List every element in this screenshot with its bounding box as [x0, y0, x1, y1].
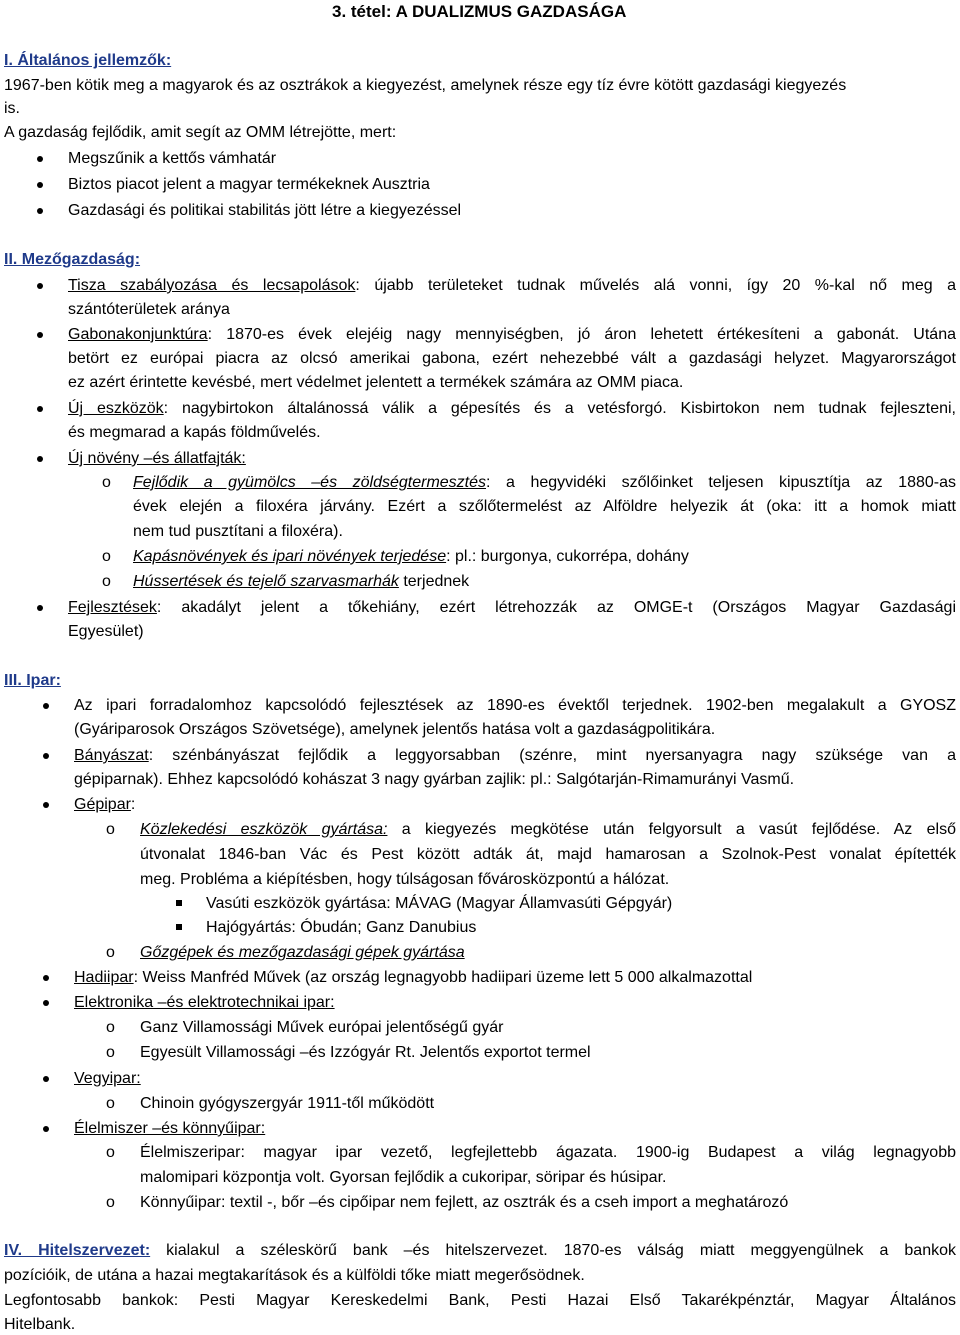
term: Gabonakonjunktúra: [68, 326, 208, 343]
list-item-cont: és megmarad a kapás földművelés.: [68, 424, 321, 441]
list-item-cont: (Gyáriparosok Országos Szövetsége), amelynek jelentős hatása volt a gazdaságpolitikára.: [74, 721, 716, 738]
list-item-cont: Egyesület): [68, 623, 144, 640]
sub-list-item: [133, 547, 689, 567]
text: : Weiss Manfréd Művek (az ország legnagyobb hadiipari üzeme lett 5 000 alkalmazottal: [133, 969, 753, 986]
list-item: [68, 598, 956, 618]
section-4-line: pozícióik, de utána a hazai megtakarítások és a külföldi tőke miatt megerősödnek.: [4, 1267, 585, 1284]
sub-list-item: Könnyűipar: textil -, bőr –és cipőipar nem fejlett, az osztrák és a cseh import a meghatározó: [140, 1194, 789, 1211]
circle-bullet-icon: o: [106, 1019, 115, 1036]
list-item: [74, 968, 752, 988]
section-4-heading: IV. Hitelszervezet:: [4, 1242, 151, 1259]
sub-list-item: [133, 473, 956, 493]
text: : újabb területeket tudnak művelés alá vonni, így 20 %-kal nő meg a: [355, 277, 957, 294]
page-title: 3. tétel: A DUALIZMUS GAZDASÁGA: [332, 2, 627, 21]
list-item: [74, 795, 135, 815]
bullet-icon: [37, 208, 43, 214]
list-item: Új növény –és állatfajták:: [68, 450, 246, 467]
circle-bullet-icon: o: [106, 944, 115, 961]
term: Fejlesztések: [68, 599, 157, 616]
circle-bullet-icon: o: [106, 821, 115, 838]
section-2-heading: II. Mezőgazdaság:: [4, 251, 141, 268]
circle-bullet-icon: o: [106, 1144, 115, 1161]
term: Bányászat: [74, 747, 149, 764]
circle-bullet-icon: o: [102, 548, 111, 565]
text: : a hegyvidéki szőlőinket teljesen kipusztítja az 1880-as: [486, 474, 956, 491]
list-item-cont: ez azért érintette kevésbé, mert védelmet jelentett a termékek számára az OMM piaca.: [68, 374, 684, 391]
sub-list-item-cont: meg. Probléma a kiépítésben, hogy túlságosan fővárosközpontú a hálózat.: [140, 871, 670, 888]
bullet-icon: [43, 1126, 49, 1132]
text: terjednek: [398, 573, 470, 590]
square-bullet-icon: [176, 924, 182, 930]
bullet-icon: [37, 332, 43, 338]
list-item: [68, 399, 956, 419]
text: : nagybirtokon általánossá válik a gépesítés és a vetésforgó. Kisbirtokon nem tudnak fejleszteni,: [163, 400, 957, 417]
text: : 1870-es évek elejéig nagy mennyiségben, jó áron lehetett értékesíteni a gabonát. Utána: [207, 326, 956, 343]
sub-list-item: Egyesült Villamossági –és Izzógyár Rt. Jelentős exportot termel: [140, 1044, 591, 1061]
bullet-icon: [43, 1076, 49, 1082]
sub-list-item: [140, 820, 956, 840]
bullet-icon: [43, 1000, 49, 1006]
list-item-cont: gépiparnak). Ehhez kapcsolódó kohászat 3 nagy gyárban zajlik: pl.: Salgótarján-Rimamurányi Vasmű.: [74, 771, 795, 788]
term: Új eszközök: [68, 400, 164, 417]
list-item: Biztos piacot jelent a magyar termékeknek Ausztria: [68, 176, 430, 193]
sub-list-item-cont: nem tud pusztítani a filoxéra).: [133, 523, 343, 540]
bullet-icon: [43, 753, 49, 759]
text: kialakul a széleskörű bank –és hitelszervezet. 1870-es válság miatt meggyengülnek a bankok: [150, 1242, 956, 1259]
sub-list-item: Gőzgépek és mezőgazdasági gépek gyártása: [140, 944, 465, 961]
section-3-heading: III. Ipar:: [4, 672, 61, 689]
bullet-icon: [43, 703, 49, 709]
sub-list-item-cont: malomipari központja volt. Gyorsan fejlődik a cukoripar, söripar és húsipar.: [140, 1169, 667, 1186]
bullet-icon: [43, 975, 49, 981]
bullet-icon: [37, 456, 43, 462]
list-item: Megszűnik a kettős vámhatár: [68, 150, 277, 167]
bullet-icon: [43, 802, 49, 808]
list-item: [68, 325, 956, 345]
term: Kapásnövények és ipari növények terjedése: [133, 548, 447, 565]
list-item: Élelmiszer –és könnyűipar:: [74, 1120, 266, 1137]
term: Gépipar: [74, 796, 131, 813]
sub-list-item: Ganz Villamossági Művek európai jelentőségű gyár: [140, 1019, 504, 1036]
text: : akadályt jelent a tőkehiány, ezért létrehozzák az OMGE-t (Országos Magyar Gazdasági: [156, 599, 956, 616]
sub-list-item: Chinoin gyógyszergyár 1911-től működött: [140, 1095, 435, 1112]
bullet-icon: [37, 605, 43, 611]
sub-list-item: Élelmiszeripar: magyar ipar vezető, legfejlettebb ágazata. 1900-ig Budapest a világ legnagyobb: [140, 1144, 956, 1161]
text: : szénbányászat fejlődik a leggyorsabban (szénre, mint nyersanyagra nagy szüksége van a: [148, 747, 956, 764]
sub-list-item-cont: útvonalat 1846-ban Vác és Pest között adták át, majd hamarosan a Szolnok-Pest vonalat építették: [140, 846, 956, 863]
list-item: [68, 276, 956, 296]
bullet-icon: [37, 283, 43, 289]
sub-sub-list-item: Hajógyártás: Óbudán; Ganz Danubius: [206, 919, 477, 936]
circle-bullet-icon: o: [106, 1095, 115, 1112]
term: Hússertések és tejelő szarvasmarhák: [133, 573, 399, 590]
list-item-cont: szántóterületek aránya: [68, 301, 230, 318]
section-4-line: Hitelbank.: [4, 1316, 76, 1333]
section-4-paragraph: [4, 1241, 956, 1261]
list-item: Elektronika –és elektrotechnikai ipar:: [74, 994, 335, 1011]
list-item: Vegyipar:: [74, 1070, 141, 1087]
section-1-line: A gazdaság fejlődik, amit segít az OMM létrejötte, mert:: [4, 124, 397, 141]
section-1-line: is.: [4, 100, 20, 117]
bullet-icon: [37, 182, 43, 188]
sub-list-item: [133, 572, 469, 592]
list-item: Gazdasági és politikai stabilitás jött létre a kiegyezéssel: [68, 202, 462, 219]
circle-bullet-icon: o: [106, 1194, 115, 1211]
section-4-line: Legfontosabb bankok: Pesti Magyar Kereskedelmi Bank, Pesti Hazai Első Takarékpénztár, Magyar Általános: [4, 1292, 956, 1309]
term: Hadiipar: [74, 969, 134, 986]
list-item: Az ipari forradalomhoz kapcsolódó fejlesztések az 1890-es évektől terjednek. 1902-ben megalakult a GYOSZ: [74, 697, 956, 714]
section-1-heading: I. Általános jellemzők:: [4, 52, 172, 69]
text: :: [130, 796, 136, 813]
list-item: [74, 746, 956, 766]
term: Tisza szabályozása és lecsapolások: [68, 277, 356, 294]
term: Közlekedési eszközök gyártása:: [140, 821, 388, 838]
circle-bullet-icon: o: [102, 573, 111, 590]
text: : pl.: burgonya, cukorrépa, dohány: [446, 548, 689, 565]
square-bullet-icon: [176, 900, 182, 906]
section-1-line: 1967-ben kötik meg a magyarok és az osztrákok a kiegyezést, amelynek része egy tíz évre kötött gazdasági kiegyezés: [4, 77, 847, 94]
bullet-icon: [37, 156, 43, 162]
bullet-icon: [37, 406, 43, 412]
text: a kiegyezés megkötése után felgyorsult a vasút fejlődése. Az első: [387, 821, 957, 838]
list-item-cont: betört ez európai piacra az olcsó amerikai gabona, ezért nehezebbé vált a gazdasági helyzet. Magyarországot: [68, 350, 956, 367]
circle-bullet-icon: o: [102, 474, 111, 491]
sub-list-item-cont: évek elején a filoxéra járvány. Ezért a szőlőtermelést az Alföldre helyezik át (oka: itt a homok miatt: [133, 498, 956, 515]
sub-sub-list-item: Vasúti eszközök gyártása: MÁVAG (Magyar Államvasúti Gépgyár): [206, 895, 673, 912]
circle-bullet-icon: o: [106, 1044, 115, 1061]
term: Fejlődik a gyümölcs –és zöldségtermesztés: [133, 474, 487, 491]
